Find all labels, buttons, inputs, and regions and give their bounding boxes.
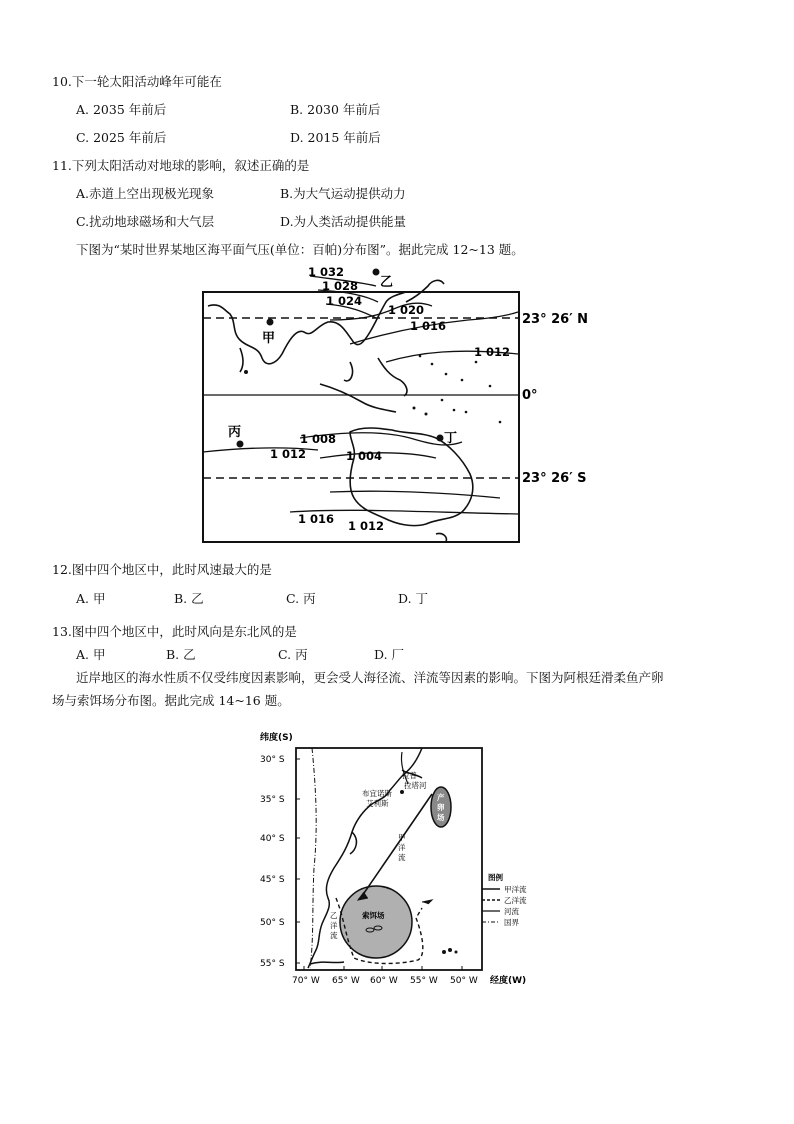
pressure-map	[200, 262, 596, 552]
isobar-label-1016-north: 1 016	[410, 319, 447, 333]
current-yi-label-3: 流	[330, 931, 338, 940]
q12-option-b[interactable]: B. 乙	[174, 591, 204, 606]
lat-tick-30: 30° S	[260, 755, 285, 765]
isobar-label-1032: 1 032	[308, 265, 345, 279]
isobar-label-1020: 1 020	[388, 303, 425, 317]
national-border	[310, 748, 316, 968]
city-label-1: 布宜诺斯	[362, 789, 392, 798]
q11-option-a[interactable]: A.赤道上空出现极光现象	[76, 186, 215, 201]
river-label-2: 拉塔河	[404, 781, 427, 790]
intro-14-16-line1: 近岸地区的海水性质不仅受纬度因素影响，更会受人海径流、洋流等因素的影响。下图为阿根廷滑柔鱼产卵	[76, 670, 664, 685]
q13-option-a[interactable]: A. 甲	[76, 647, 106, 662]
intro-14-16-line2: 场与索饵场分布图。据此完成 14~16 题。	[52, 693, 290, 708]
q11-stem: 11.下列太阳活动对地球的影响，叙述正确的是	[52, 158, 310, 173]
feeding-label: 索饵场	[362, 911, 385, 920]
current-jia-label-2: 洋	[398, 843, 406, 852]
map2-xlabel: 经度(W)	[490, 976, 527, 986]
map2-legend	[482, 872, 527, 927]
point-bing-marker	[237, 441, 244, 448]
lat-label-equator: 0°	[522, 388, 538, 403]
lon-tick-50: 50° W	[450, 976, 478, 986]
intro-12-13: 下图为“某时世界某地区海平面气压(单位：百帕)分布图”。据此完成 12~13 题。	[76, 242, 524, 257]
current-jia-label-3: 流	[398, 853, 406, 862]
legend-item-river: 河流	[504, 907, 519, 916]
map-frame	[203, 292, 519, 542]
isobar-label-1012-west: 1 012	[270, 447, 307, 461]
q13-option-c[interactable]: C. 丙	[278, 647, 308, 662]
lon-tick-55: 55° W	[410, 976, 438, 986]
current-yi-label-2: 洋	[330, 921, 338, 930]
spawn-label-2: 卵	[437, 803, 445, 812]
isobar-label-1016-south: 1 016	[298, 512, 335, 526]
map2-ylabel: 纬度(S)	[260, 733, 293, 743]
q12-option-c[interactable]: C. 丙	[286, 591, 316, 606]
lat-tick-45: 45° S	[260, 875, 285, 885]
q10-option-a[interactable]: A. 2035 年前后	[76, 102, 167, 117]
lat-label-north: 23° 26′ N	[522, 312, 589, 327]
lon-tick-70: 70° W	[292, 976, 320, 986]
isobar-label-1012-north: 1 012	[474, 345, 511, 359]
q10-option-b[interactable]: B. 2030 年前后	[290, 102, 381, 117]
legend-item-yi: 乙洋流	[504, 896, 527, 905]
lat-tick-40: 40° S	[260, 834, 285, 844]
q10-stem: 10.下一轮太阳活动峰年可能在	[52, 74, 222, 89]
spawn-label-1: 产	[437, 793, 445, 802]
place-label-bing: 丙	[228, 425, 242, 440]
q12-stem: 12.图中四个地区中，此时风速最大的是	[52, 562, 272, 577]
isobar-label-1024: 1 024	[326, 294, 363, 308]
legend-item-jia: 甲洋流	[504, 885, 527, 894]
lat-label-south: 23° 26′ S	[522, 471, 587, 486]
place-label-ding: 丁	[444, 431, 458, 446]
current-jia-label-1: 甲	[398, 833, 406, 842]
isobar-label-1004: 1 004	[346, 449, 383, 463]
q12-option-a[interactable]: A. 甲	[76, 591, 106, 606]
lon-tick-60: 60° W	[370, 976, 398, 986]
legend-item-border: 国界	[504, 918, 519, 927]
lon-tick-65: 65° W	[332, 976, 360, 986]
point-ding-marker	[437, 435, 444, 442]
lat-tick-35: 35° S	[260, 795, 285, 805]
q13-option-b[interactable]: B. 乙	[166, 647, 196, 662]
place-label-jia: 甲	[262, 331, 276, 346]
point-yi-marker	[373, 269, 380, 276]
current-yi-label-1: 乙	[330, 911, 338, 920]
point-jia-marker	[267, 319, 274, 326]
spawn-label-3: 场	[437, 813, 445, 822]
place-label-yi: 乙	[380, 275, 394, 290]
q13-stem: 13.图中四个地区中，此时风向是东北风的是	[52, 624, 297, 639]
q11-option-d[interactable]: D.为人类活动提供能量	[280, 214, 407, 229]
river-label-1: 拉普	[402, 771, 417, 780]
q10-option-c[interactable]: C. 2025 年前后	[76, 130, 167, 145]
lat-tick-50: 50° S	[260, 918, 285, 928]
lat-tick-55: 55° S	[260, 959, 285, 969]
isobar-label-1012-south: 1 012	[348, 519, 385, 533]
city-label-2: 艾利斯	[366, 799, 389, 808]
isobar-label-1008: 1 008	[300, 432, 337, 446]
current-jia-line	[362, 794, 432, 896]
squid-distribution-map	[252, 728, 542, 992]
islands	[244, 355, 501, 424]
isobar-label-1028: 1 028	[322, 279, 359, 293]
q11-option-c[interactable]: C.扰动地球磁场和大气层	[76, 214, 215, 229]
legend-title: 图例	[488, 873, 503, 882]
q11-option-b[interactable]: B.为大气运动提供动力	[280, 186, 406, 201]
q13-option-d[interactable]: D. 厂	[374, 647, 405, 662]
q12-option-d[interactable]: D. 丁	[398, 591, 429, 606]
q10-option-d[interactable]: D. 2015 年前后	[290, 130, 381, 145]
